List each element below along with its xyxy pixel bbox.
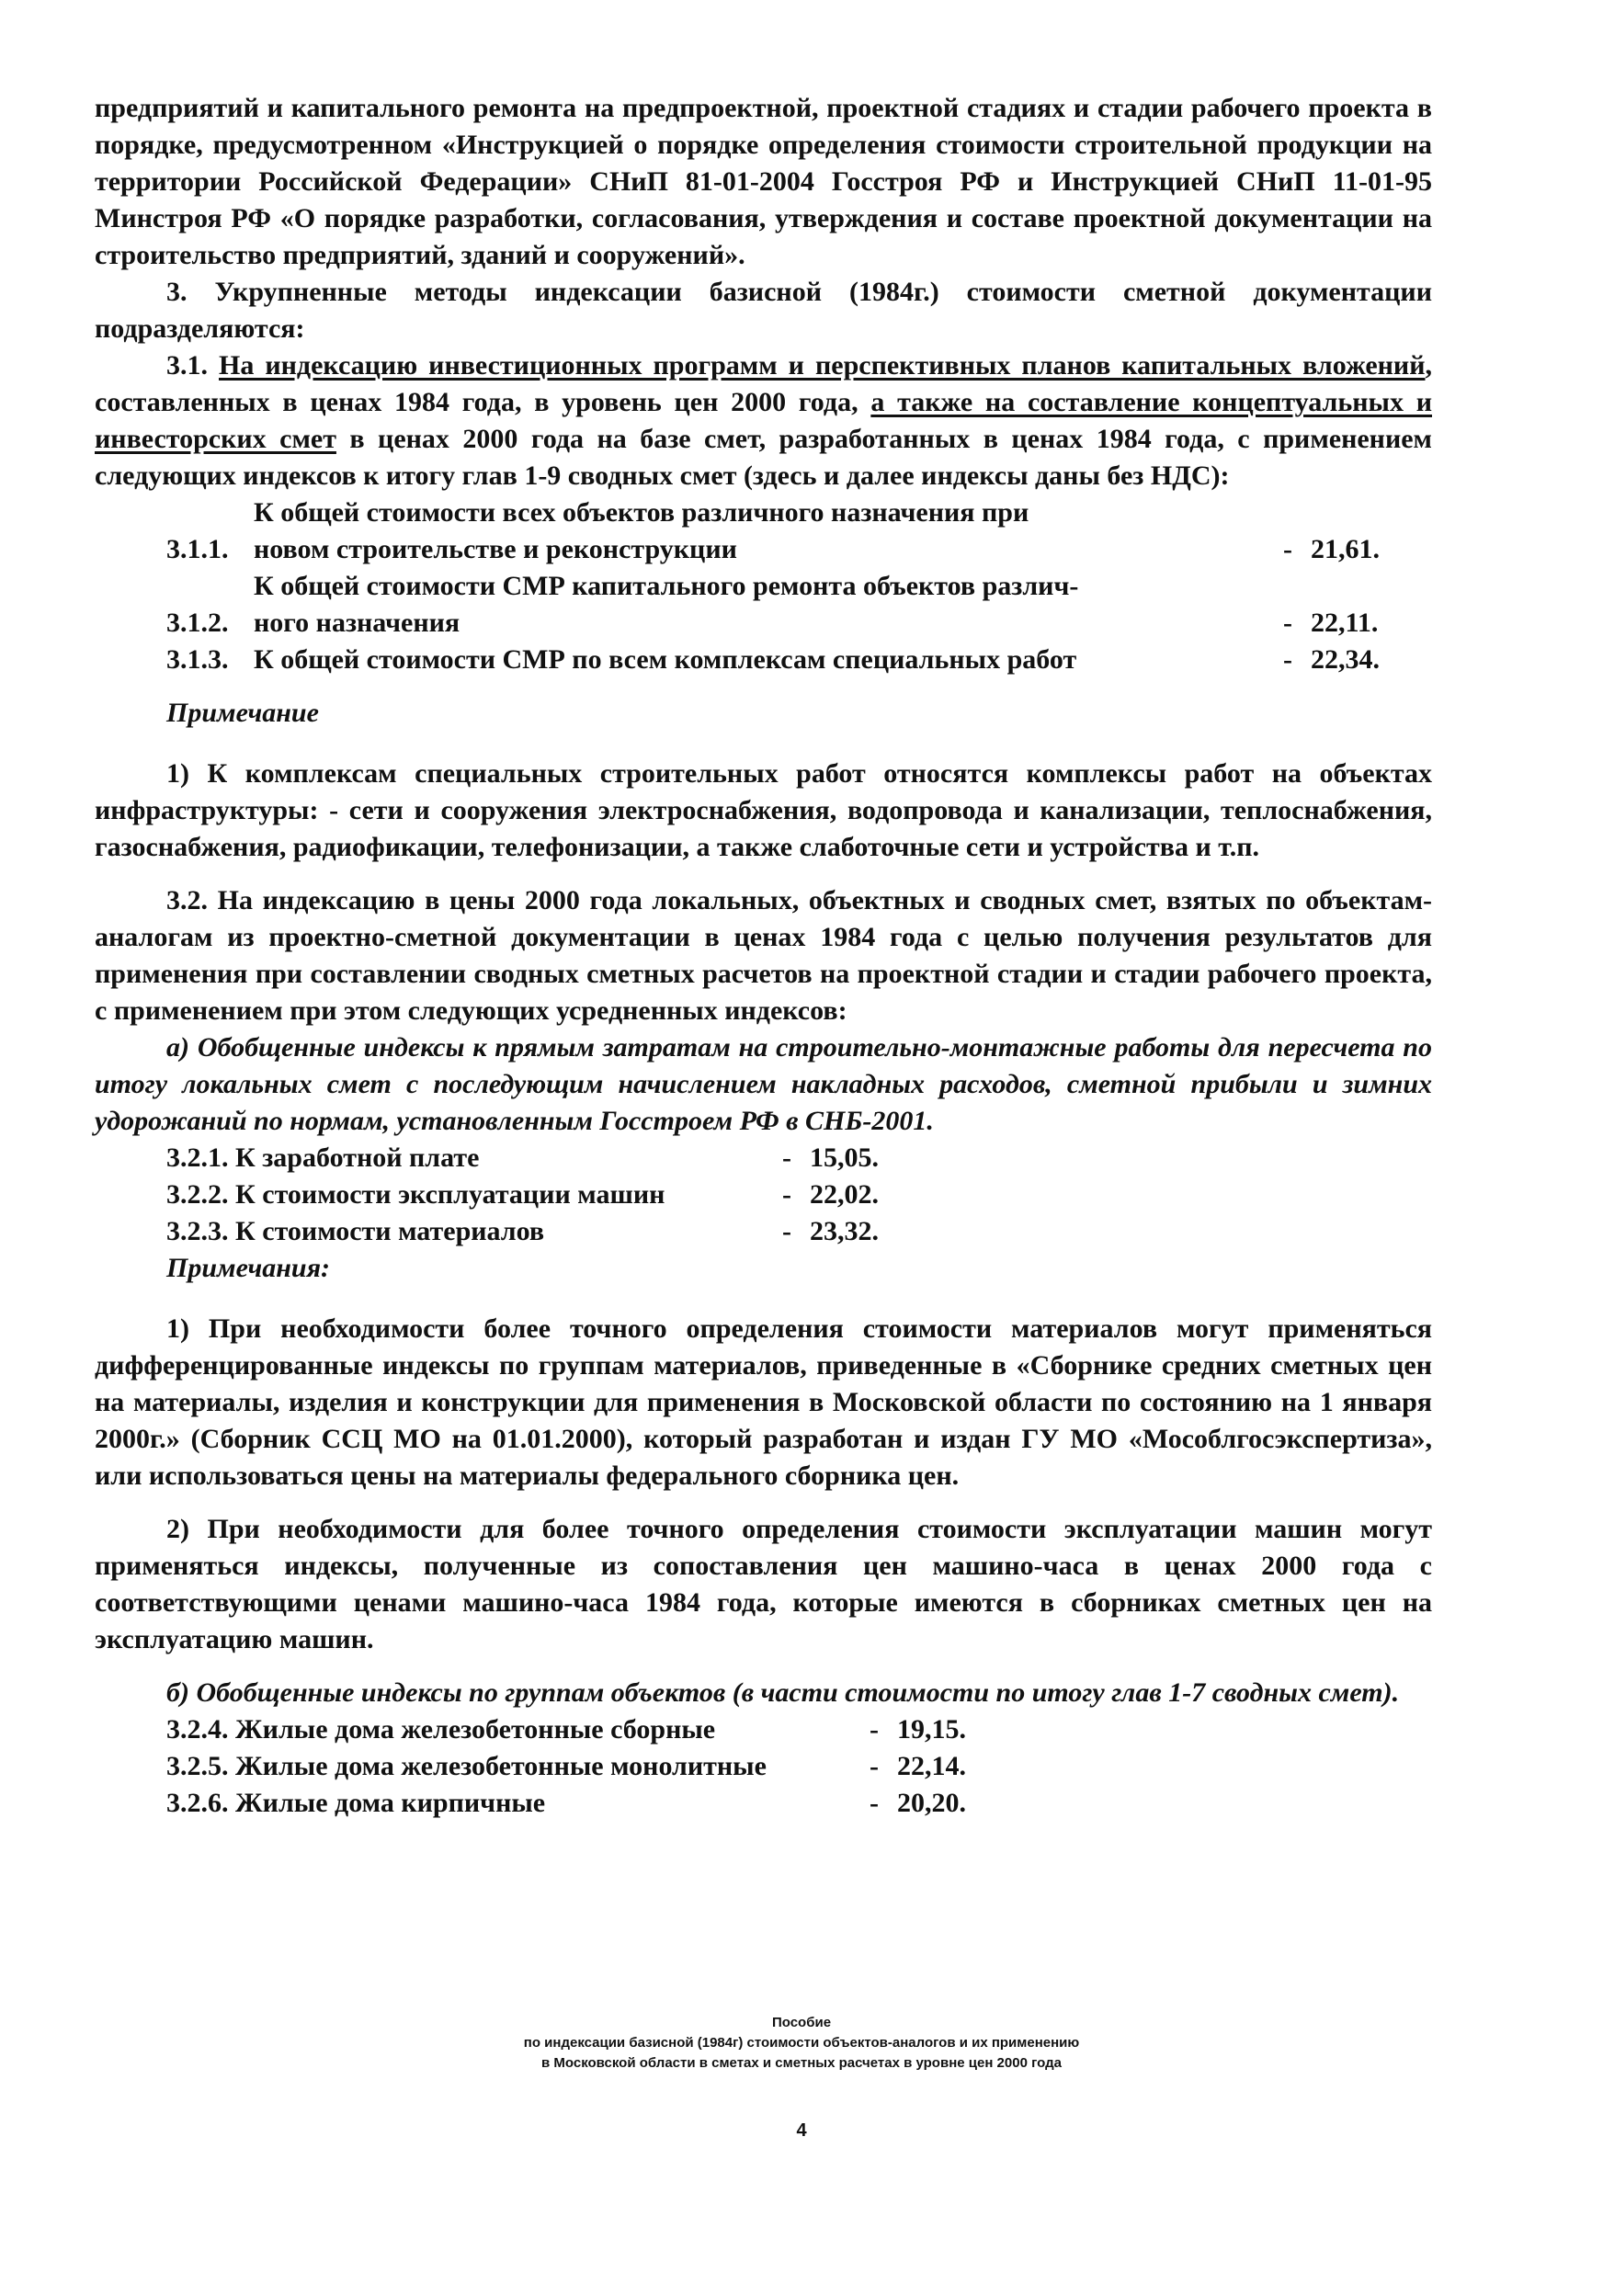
index-value: 23,32. [810, 1216, 879, 1246]
index-description-line-2: ного назначения [254, 608, 460, 638]
index-row [166, 494, 1432, 568]
index-row [166, 1140, 1432, 1176]
index-value: 22,02. [810, 1179, 879, 1210]
indices-3-1-list [166, 494, 1432, 678]
section-3-heading: 3. Укрупненные методы индексации базисной (1984г.) стоимости сметной документации подразделяются: [95, 277, 1432, 344]
index-label: 3.2.5. Жилые дома железобетонные монолитные [166, 1751, 767, 1781]
paragraph-3-1-number: 3.1. [166, 350, 220, 381]
index-value: 20,20. [897, 1788, 966, 1818]
note-title: Примечание [166, 698, 319, 728]
paragraph-3-2-a: а) Обобщенные индексы к прямым затратам на строительно-монтажные работы для пересчета по итогу локальных смет с последующим начислением накладных расходов, сметной прибыли и зимних удорожаний по нормам, установленным Госстроем РФ в СНБ-2001. [95, 1032, 1432, 1136]
footer-line-2: по индексации базисной (1984г) стоимости объектов-аналогов и их применению [523, 2035, 1080, 2051]
notes-title: Примечания: [166, 1253, 331, 1283]
index-description-line-2: новом строительстве и реконструкции [254, 534, 737, 564]
index-number: 3.1.3. [166, 644, 229, 675]
index-row [166, 1711, 1432, 1748]
index-label: 3.2.6. Жилые дома кирпичные [166, 1788, 546, 1818]
index-description [254, 642, 1265, 678]
page-footer [0, 2013, 1603, 2074]
index-label: 3.2.1. К заработной плате [166, 1142, 480, 1173]
document-body [95, 90, 1432, 1822]
paragraph-3-2-b: б) Обобщенные индексы по группам объектов (в части стоимости по итогу глав 1-7 сводных смет). [166, 1677, 1400, 1708]
index-label: 3.2.3. К стоимости материалов [166, 1216, 545, 1246]
index-value: 22,34. [1311, 644, 1380, 675]
index-dash: - [870, 1714, 879, 1745]
index-description-line-1: К общей стоимости всех объектов различного назначения при [254, 497, 1029, 528]
index-row [166, 642, 1432, 678]
index-row [166, 1176, 1432, 1213]
index-value: 15,05. [810, 1142, 879, 1173]
index-value: 19,15. [897, 1714, 966, 1745]
paragraph-3-1-underline-2: а также на составление концептуальных и инвесторских смет [95, 387, 1432, 454]
paragraph-3-1-text-1: , составленных в ценах 1984 года, в уровень цен 2000 года, [95, 350, 1432, 417]
index-row [166, 568, 1432, 642]
index-value: 22,14. [897, 1751, 966, 1781]
index-number: 3.1.2. [166, 608, 229, 638]
note-1: 1) К комплексам специальных строительных работ относятся комплексы работ на объектах инфраструктуры: - сети и сооружения электроснабжения, водопровода и канализации, теплоснабжения, газоснабжения, радиофикации, телефонизации, а также слаботочные сети и устройства и т.п. [95, 758, 1432, 862]
index-dash: - [870, 1751, 879, 1781]
index-dash: - [782, 1179, 791, 1210]
index-description-line-1: К общей стоимости СМР капитального ремонта объектов различ- [254, 571, 1079, 601]
index-row [166, 1748, 1432, 1785]
index-row [166, 1213, 1432, 1250]
index-description-line-1: К общей стоимости СМР по всем комплексам специальных работ [254, 644, 1077, 675]
notes-item-1: 1) При необходимости более точного определения стоимости материалов могут применяться дифференцированные индексы по группам материалов, приведенные в «Сборнике средних сметных цен на материалы, изделия и конструкции для применения в Московской области по состоянию на 1 января 2000г.» (Сборник ССЦ МО на 01.01.2000), который разработан и издан ГУ МО «Мособлгосэкспертиза», или использоваться цены на материалы федерального сборника цен. [95, 1313, 1432, 1491]
notes-item-2: 2) При необходимости для более точного определения стоимости эксплуатации машин могут применяться индексы, полученные из сопоставления цен машино-часа в ценах 2000 года с соответствующими ценами машино-часа 1984 года, которые имеются в сборниках сметных цен на эксплуатацию машин. [95, 1514, 1432, 1654]
page-number: 4 [796, 2120, 807, 2141]
index-value: 22,11. [1311, 608, 1379, 638]
footer-title: Пособие [771, 2015, 832, 2030]
footer-line-3: в Московской области в сметах и сметных расчетах в уровне цен 2000 года [541, 2055, 1062, 2071]
paragraph-3-2: 3.2. На индексацию в цены 2000 года локальных, объектных и сводных смет, взятых по объектам-аналогам из проектно-сметной документации в ценах 1984 года с целью получения результатов для применения при составлении сводных сметных расчетов на проектной стадии и стадии рабочего проекта, с применением при этом следующих усредненных индексов: [95, 885, 1432, 1026]
index-dash: - [870, 1788, 879, 1818]
index-dash: - [1283, 534, 1292, 564]
index-label: 3.2.4. Жилые дома железобетонные сборные [166, 1714, 716, 1745]
intro-paragraph: предприятий и капитального ремонта на предпроектной, проектной стадиях и стадии рабочего проекта в порядке, предусмотренном «Инструкцией о порядке определения стоимости строительной продукции на территории Российской Федерации» СНиП 81-01-2004 Госстроя РФ и Инструкцией СНиП 11-01-95 Минстроя РФ «О порядке разработки, согласования, утверждения и составе проектной документации на строительство предприятий, зданий и сооружений». [95, 93, 1432, 270]
index-dash: - [1283, 608, 1292, 638]
index-value: 21,61. [1311, 534, 1380, 564]
index-description [254, 568, 1265, 642]
paragraph-3-1-underline-1: На индексацию инвестиционных программ и перспективных планов капитальных вложений [219, 350, 1426, 381]
index-dash: - [782, 1216, 791, 1246]
index-description [254, 494, 1265, 568]
index-number: 3.1.1. [166, 534, 229, 564]
paragraph-3-1 [95, 347, 1432, 494]
index-row [166, 1785, 1432, 1822]
index-dash: - [1283, 644, 1292, 675]
index-dash: - [782, 1142, 791, 1173]
indices-3-2-b-list [166, 1711, 1432, 1822]
paragraph-3-1-text-2: в ценах 2000 года на базе смет, разработанных в ценах 1984 года, с применением следующих индексов к итогу глав 1-9 сводных смет (здесь и далее индексы даны без НДС): [95, 424, 1432, 491]
index-label: 3.2.2. К стоимости эксплуатации машин [166, 1179, 665, 1210]
indices-3-2-a-list [166, 1140, 1432, 1250]
